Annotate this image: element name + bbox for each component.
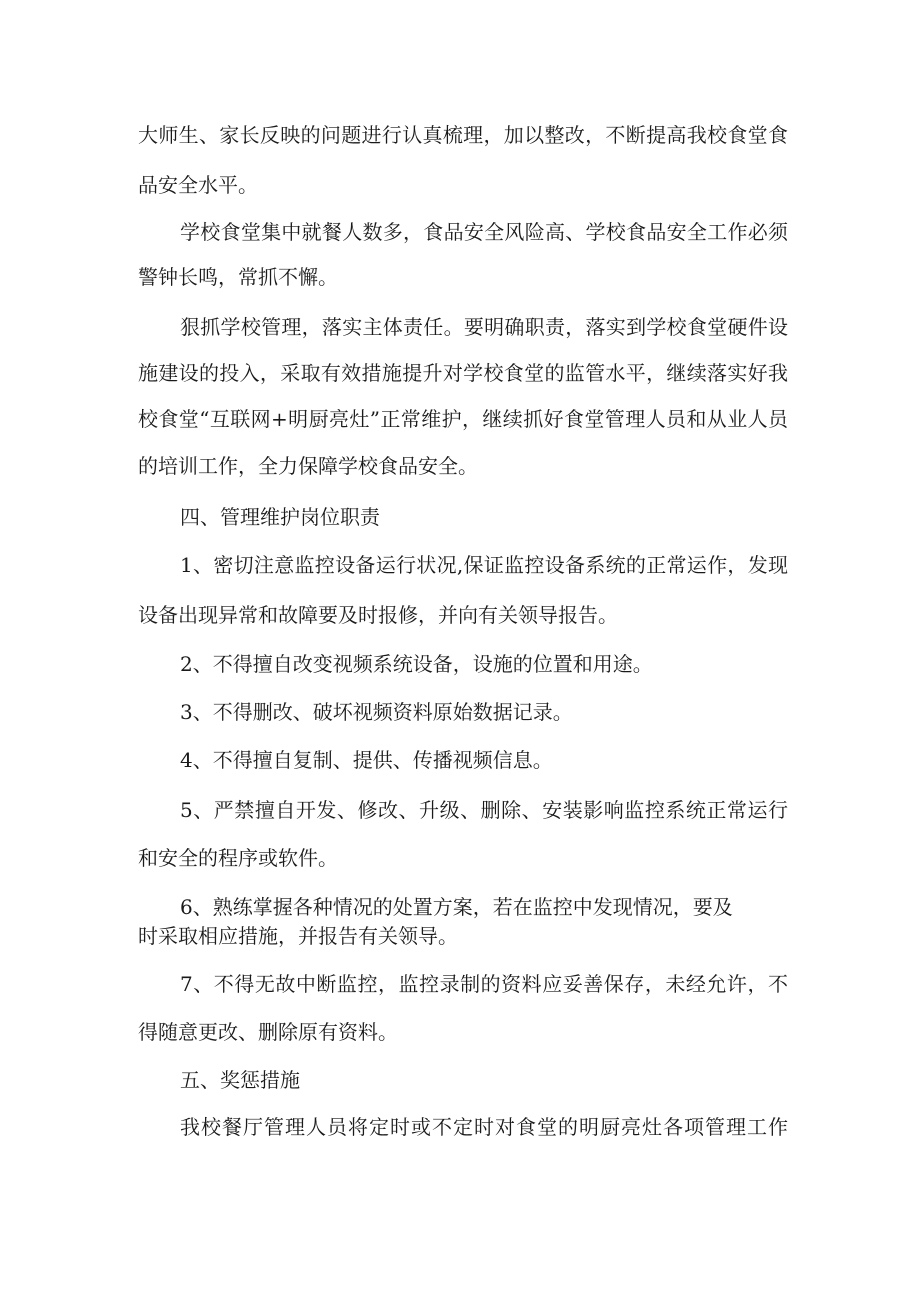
text-line: 狠抓学校管理，落实主体责任。要明确职责，落实到学校食堂硬件设	[180, 315, 788, 339]
text-line: 施建设的投入，采取有效措施提升对学校食堂的监管水平，继续落实好我	[138, 361, 788, 385]
text-line: 品安全水平。	[138, 173, 258, 197]
text-line: 3、不得删改、破坏视频资料原始数据记录。	[180, 700, 573, 724]
text-line: 1、密切注意监控设备运行状况,保证监控设备系统的正常运作，发现	[180, 553, 788, 577]
text-line: 大师生、家长反映的问题进行认真梳理，加以整改，不断提高我校食堂食	[138, 123, 788, 147]
section-heading: 四、管理维护岗位职责	[180, 505, 380, 529]
text-line: 和安全的程序或软件。	[138, 846, 338, 870]
text-line: 我校餐厅管理人员将定时或不定时对食堂的明厨亮灶各项管理工作	[180, 1115, 788, 1139]
text-line: 校食堂“互联网+明厨亮灶”正常维护，继续抓好食堂管理人员和从业人员	[138, 407, 788, 431]
section-heading: 五、奖惩措施	[180, 1068, 300, 1092]
text-line: 6、熟练掌握各种情况的处置方案，若在监控中发现情况，要及	[180, 895, 733, 919]
text-line: 得随意更改、删除原有资料。	[138, 1020, 398, 1044]
text-line: 5、严禁擅自开发、修改、升级、删除、安装影响监控系统正常运行	[180, 798, 788, 822]
text-line: 4、不得擅自复制、提供、传播视频信息。	[180, 748, 553, 772]
text-line: 时采取相应措施，并报告有关领导。	[138, 924, 458, 948]
text-line: 2、不得擅自改变视频系统设备，设施的位置和用途。	[180, 652, 653, 676]
text-line: 7、不得无故中断监控，监控录制的资料应妥善保存，未经允许，不	[180, 972, 788, 996]
text-line: 警钟长鸣，常抓不懈。	[138, 265, 338, 289]
text-line: 的培训工作，全力保障学校食品安全。	[138, 454, 478, 478]
text-line: 学校食堂集中就餐人数多，食品安全风险高、学校食品安全工作必须	[180, 220, 788, 244]
text-line: 设备出现异常和故障要及时报修，并向有关领导报告。	[138, 603, 618, 627]
